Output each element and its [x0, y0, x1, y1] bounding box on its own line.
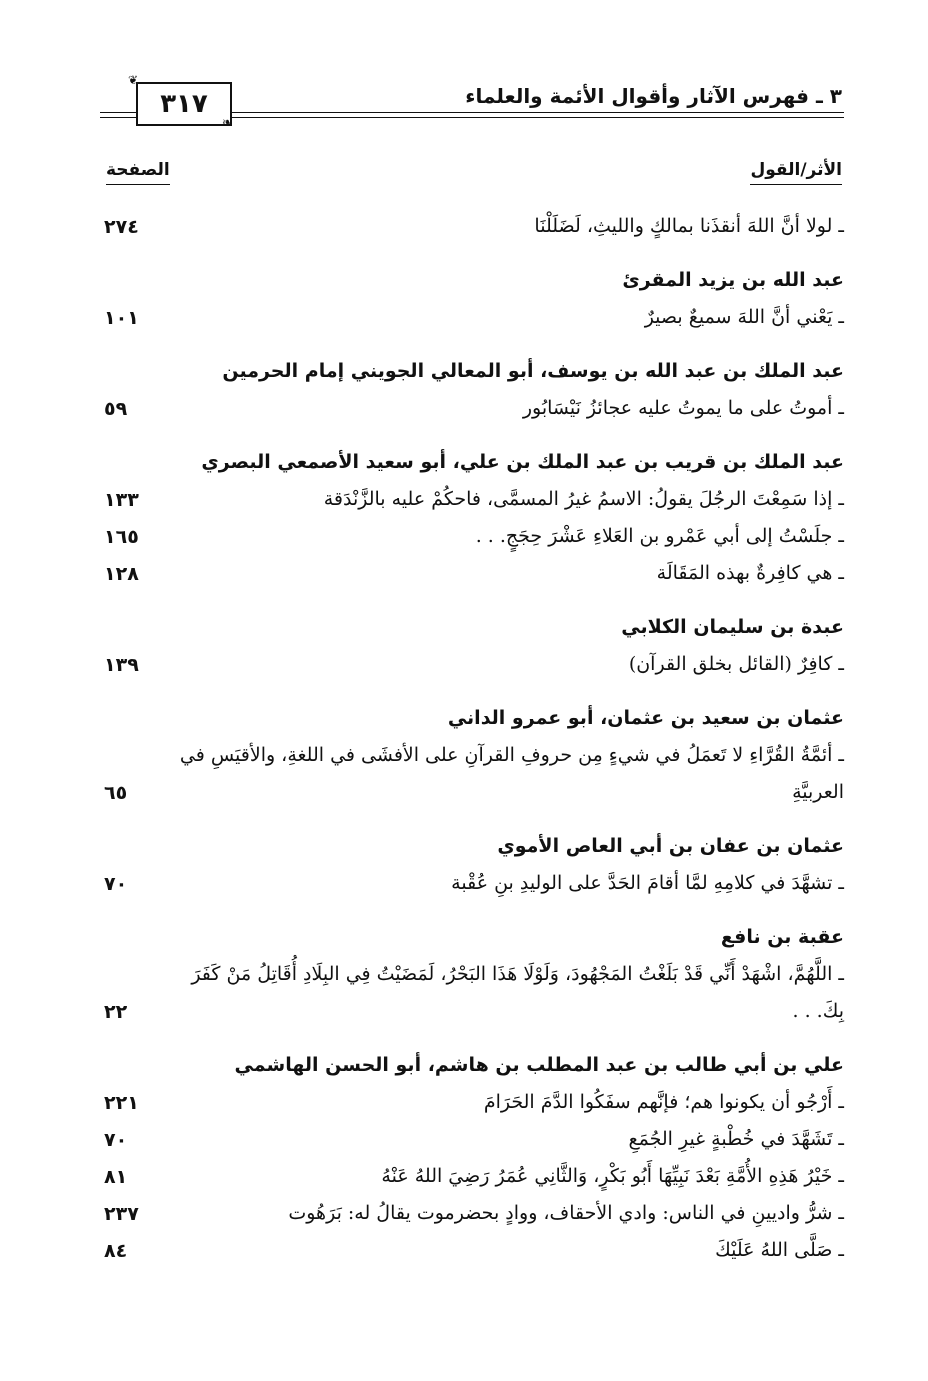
entry-saying: ـ هي كافِرةٌ بهذه المَقَالَة	[656, 562, 844, 584]
index-list	[100, 208, 844, 1269]
index-entry	[100, 390, 844, 427]
entry-saying: ـ أئمَّةُ القُرَّاءِ لا تَعمَلُ في شيءٍ مِن حروفِ القرآنِ على الأفشَى في اللغةِ، والأقيَسِ في العربيَّةِ	[179, 744, 844, 803]
narrator-name: عبد الملك بن قريب بن عبد الملك بن علي، أبو سعيد الأصمعي البصري	[201, 451, 844, 473]
entry-page-number: ١٢٨	[104, 563, 139, 585]
entry-saying: ـ أموتُ على ما يموتُ عليه عجائزُ نَيْسَابُور	[522, 397, 844, 419]
index-entry	[100, 299, 844, 336]
narrator-name: عثمان بن سعيد بن عثمان، أبو عمرو الداني	[447, 707, 844, 729]
index-entry	[100, 518, 844, 555]
entry-saying: ـ شرُّ واديينِ في الناس: وادي الأحقاف، ووادٍ بحضرموت يقالُ له: بَرَهُوت	[288, 1202, 844, 1224]
narrator-name: عثمان بن عفان بن أبي العاص الأموي	[497, 835, 844, 857]
index-entry	[100, 865, 844, 902]
entry-saying: ـ خَيْرُ هَذِهِ الأُمَّةِ بَعْدَ نَبِيِّهَا أَبُو بَكْرٍ، وَالثَّانِي عُمَرُ رَضِيَ اللهُ عَنْهُ	[381, 1165, 844, 1187]
narrator-name: عقبة بن نافع	[720, 926, 844, 948]
entry-page-number: ٨٤	[104, 1240, 128, 1262]
entry-page-number: ١٣٩	[104, 654, 139, 676]
entry-saying: ـ أَرْجُو أن يكونوا هم؛ فإنَّهم سفَكُوا الدَّمَ الحَرَامَ	[483, 1091, 844, 1113]
entry-saying: ـ اللَّهُمَّ، اشْهَدْ أَنِّي قَدْ بَلَغْتُ المَجْهُودَ، وَلَوْلَا هَذَا البَحْرُ، لَمَضَيْتُ فِي البِلَادِ أُقَاتِلُ مَنْ كَفَرَ بِكَ. . .	[191, 963, 844, 1022]
index-section	[100, 352, 844, 427]
index-section	[100, 608, 844, 683]
entry-saying: ـ صَلَّى اللهُ عَلَيْكَ	[715, 1239, 844, 1261]
flourish-icon: ❧	[222, 115, 233, 129]
entry-saying: ـ لولا أنَّ اللهَ أنقذَنا بمالكٍ والليثِ، لَضَلَلْنَا	[534, 215, 844, 237]
entry-page-number: ٧٠	[104, 873, 128, 895]
index-entry	[100, 1084, 844, 1121]
flourish-icon: ❦	[128, 73, 139, 87]
entry-page-number: ١٦٥	[104, 526, 139, 548]
narrator-name: عبد الملك بن عبد الله بن يوسف، أبو المعالي الجويني إمام الحرمين	[222, 360, 844, 382]
entry-page-number: ٦٥	[104, 782, 128, 804]
index-section	[100, 443, 844, 592]
index-entry	[100, 646, 844, 683]
index-entry	[100, 1195, 844, 1232]
index-entry	[100, 1158, 844, 1195]
index-entry	[100, 208, 844, 245]
index-section	[100, 827, 844, 902]
index-section	[100, 261, 844, 336]
narrator-name: عبد الله بن يزيد المقرئ	[622, 269, 844, 291]
entry-page-number: ٢٧٤	[104, 216, 139, 238]
entry-saying: ـ جلَسْتُ إلى أبي عَمْرو بن العَلاءِ عَشْرَ حِجَجٍ. . .	[475, 525, 844, 547]
page-number-frame	[136, 82, 233, 129]
entry-page-number: ٨١	[104, 1166, 128, 1188]
entry-page-number: ٢٢١	[104, 1092, 139, 1114]
entry-page-number: ٢٣٧	[104, 1203, 139, 1225]
entry-saying: ـ يَعْني أنَّ اللهَ سميعٌ بصيرٌ	[644, 306, 844, 328]
index-section	[100, 918, 844, 1030]
entry-page-number: ١٠١	[104, 307, 139, 329]
running-header	[100, 73, 844, 132]
index-section	[100, 1046, 844, 1269]
index-section	[100, 699, 844, 811]
narrator-name: علي بن أبي طالب بن عبد المطلب بن هاشم، أبو الحسن الهاشمي	[234, 1054, 844, 1076]
index-entry	[100, 481, 844, 518]
column-header-page: الصفحة	[106, 160, 170, 180]
entry-saying: ـ إذا سَمِعْتَ الرجُلَ يقولُ: الاسمُ غيرُ المسمَّى، فاحكُمْ عليه بالزَّنْدَقة	[323, 488, 844, 510]
entry-saying: ـ كافِرٌ (القائل بخلق القرآن)	[628, 653, 844, 675]
entry-page-number: ٢٢	[104, 1001, 128, 1023]
header-title: ٣ ـ فهرس الآثار وأقوال الأئمة والعلماء	[465, 84, 842, 108]
entry-saying: ـ تَشَهَّدَ في خُطْبةٍ غيرِ الجُمَعِ	[628, 1128, 844, 1150]
index-entry	[100, 737, 844, 811]
page-number: ٣١٧	[160, 89, 208, 119]
index-entry	[100, 1121, 844, 1158]
index-entry	[100, 956, 844, 1030]
column-header-saying: الأثر/القول	[750, 160, 842, 180]
entry-page-number: ٥٩	[104, 398, 128, 420]
index-entry	[100, 555, 844, 592]
narrator-name: عبدة بن سليمان الكلابي	[621, 616, 844, 638]
index-section	[100, 208, 844, 245]
entry-saying: ـ تشهَّدَ في كلامِهِ لمَّا أقامَ الحَدَّ على الوليدِ بنِ عُقْبة	[451, 872, 844, 894]
index-entry	[100, 1232, 844, 1269]
entry-page-number: ١٣٣	[104, 489, 139, 511]
entry-page-number: ٧٠	[104, 1129, 128, 1151]
